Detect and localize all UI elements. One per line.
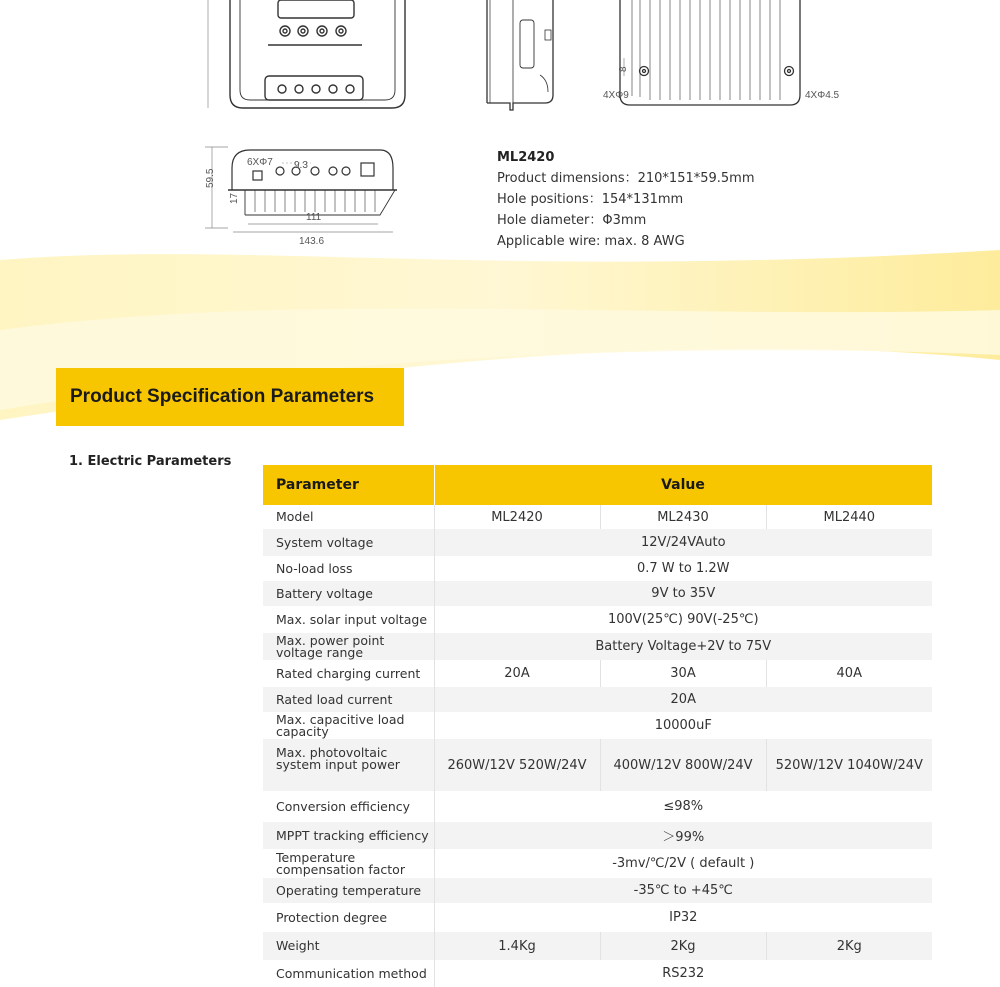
table-row [263,529,932,556]
row-label: Conversion efficiency [263,791,434,822]
spec-banner-title: Product Specification Parameters [70,386,375,407]
table-row [263,687,932,712]
back-view-drawing [620,0,800,105]
table-row [263,739,932,791]
row-cell: 20A [434,660,600,687]
model-info [497,147,755,252]
row-value: -35℃ to +45℃ [434,878,932,903]
side-holes-label: 6XΦ7 [247,157,273,168]
row-label: Battery voltage [263,581,434,606]
table-header-row [263,465,932,505]
row-label: Weight [263,932,434,960]
row-cell: 400W/12V 800W/24V [600,739,766,791]
table-row [263,505,932,529]
info-hole-positions: Hole positions：154*131mm [497,192,684,207]
row-label: Max. power point voltage range [263,633,434,660]
spec-banner [56,368,404,426]
outer-width-label: 143.6 [299,236,325,247]
section-title: 1. Electric Parameters [69,454,232,469]
spec-table [263,465,933,987]
table-row [263,791,932,822]
row-label: Max. capacitive load capacity [263,712,434,739]
table-row [263,556,932,581]
row-value: ＞99% [434,822,932,849]
row-cell: 2Kg [600,932,766,960]
table-row [263,581,932,606]
row-value: Battery Voltage+2V to 75V [434,633,932,660]
row-label: Rated load current [263,687,434,712]
row-label: Protection degree [263,903,434,932]
row-value: 0.7 W to 1.2W [637,561,730,576]
table-row [263,903,932,932]
row-cell: 520W/12V 1040W/24V [766,739,932,791]
front-view-drawing [208,0,405,108]
row-value: 100V(25℃) 90V(-25℃) [607,612,759,627]
row-value: 9V to 35V [434,581,932,606]
row-cell: 1.4Kg [434,932,600,960]
side-pitch-label: 9.3 [294,160,308,171]
row-value: RS232 [662,966,705,981]
header-parameter: Parameter [263,465,434,505]
table-row [263,960,932,987]
inner-width-label: 111 [306,212,322,223]
table-row [263,878,932,903]
info-hole-diameter: Hole diameter：Φ3mm [497,213,647,228]
header-value: Value [434,465,932,505]
holes-right-label: 4XΦ4.5 [805,90,840,101]
row-label: Model [263,505,434,529]
row-cell: ML2440 [823,509,876,525]
table-row [263,932,932,960]
table-row [263,822,932,849]
row-value: IP32 [669,910,698,925]
row-label: MPPT tracking efficiency [263,822,434,849]
row-label: Temperature compensation factor [263,849,434,878]
side-view-drawing [487,0,553,110]
table-row [263,849,932,878]
row-label: Max. solar input voltage [263,606,434,633]
holes-left-label: 4XΦ9 [603,90,629,101]
row-label: Rated charging current [263,660,434,687]
row-value: -3mv/℃/2V ( default ) [612,856,755,871]
row-cell: ML2420 [434,505,600,529]
row-cell: 30A [600,660,766,687]
row-value: ≤98% [663,799,704,814]
model-name: ML2420 [497,150,555,165]
table-row [263,712,932,739]
table-row [263,606,932,633]
row-cell: 40A [836,666,862,681]
row-value: 12V/24VAuto [434,529,932,556]
info-wire: Applicable wire: max. 8 AWG [497,234,685,249]
row-value: 20A [434,687,932,712]
table-row [263,660,932,687]
row-value: 10000uF [654,718,712,733]
row-cell: 260W/12V 520W/24V [434,739,600,791]
background-wave [0,220,1000,480]
row-label: Communication method [263,960,434,987]
row-cell: 2Kg [766,932,932,960]
fin-height-label: 17 [229,192,240,204]
row-label: Max. photovoltaic system input power [263,739,434,791]
row-label: No-load loss [263,556,434,581]
info-dimensions: Product dimensions：210*151*59.5mm [497,171,755,186]
row-cell: ML2430 [600,505,766,529]
row-label: System voltage [263,529,434,556]
small-dim-label: 8 [618,66,629,72]
height-label: 59.5 [205,168,216,188]
table-row [263,633,932,660]
row-label: Operating temperature [263,878,434,903]
